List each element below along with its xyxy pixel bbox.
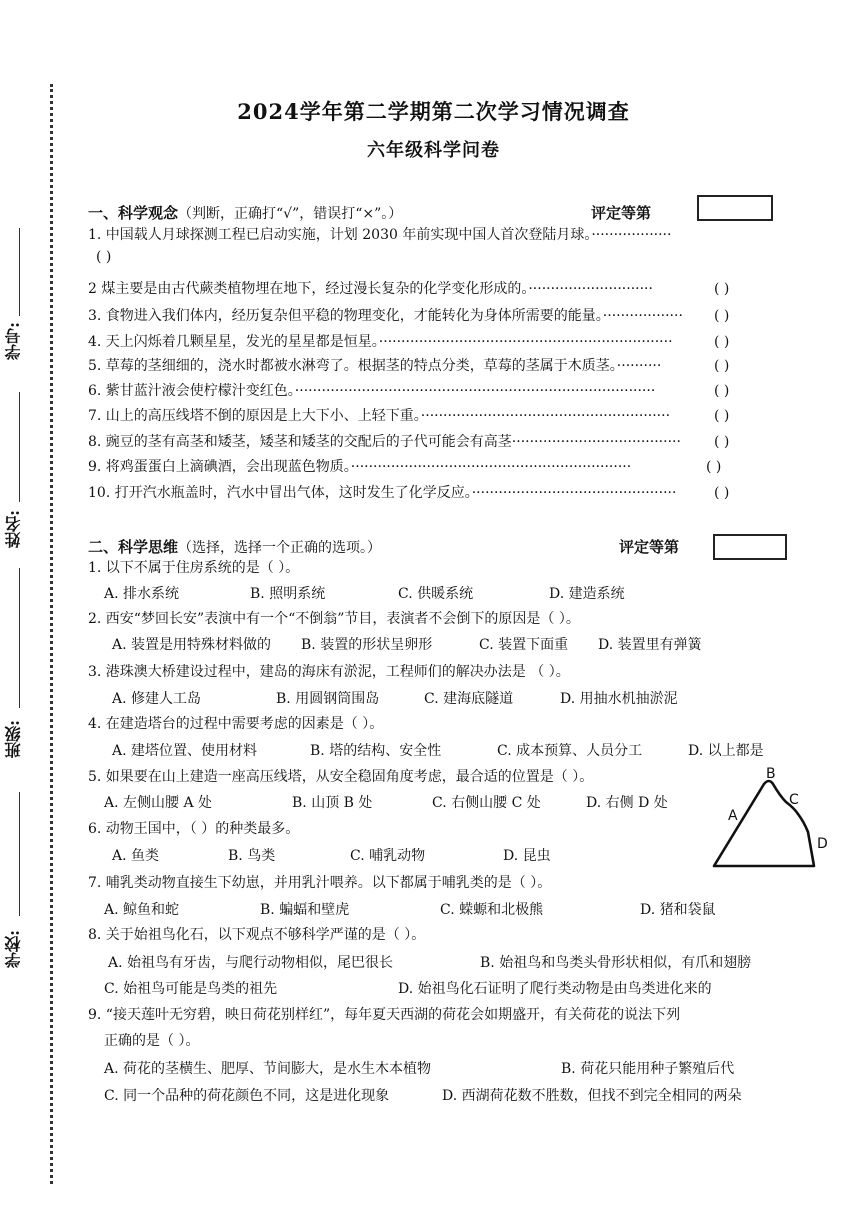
judge-item-3: 3. 食物进入我们体内，经历复杂但平稳的物理变化，才能转化为身体所需要的能量。·················· (88, 308, 683, 324)
q2-option-b[interactable]: B. 装置的形状呈卵形 (301, 637, 433, 653)
q8-option-c[interactable]: C. 始祖鸟可能是鸟类的祖先 (104, 981, 278, 997)
q3-option-d[interactable]: D. 用抽水机抽淤泥 (560, 691, 678, 707)
section2-hint: （选择，选择一个正确的选项。） (178, 540, 382, 556)
seat-number-label: 学号: (4, 322, 23, 360)
choice-question-1: 1. 以下不属于住房系统的是（ ）。 (88, 560, 300, 576)
binding-dotted-line (50, 84, 53, 1184)
judge-answer-7[interactable]: ( ) (714, 408, 730, 424)
school-line (19, 792, 20, 916)
judge-answer-8[interactable]: ( ) (714, 434, 730, 450)
school-label: 学校: (4, 930, 23, 968)
choice-question-3: 3. 港珠澳大桥建设过程中，建岛的海床有淤泥，工程师们的解决办法是 （ ）。 (88, 664, 570, 680)
name-line (19, 392, 20, 502)
section1-heading (88, 202, 402, 223)
judge-answer-6[interactable]: ( ) (714, 383, 730, 399)
choice-question-6: 6. 动物王国中，（ ）的种类最多。 (88, 821, 300, 837)
judge-item-9: 9. 将鸡蛋蛋白上滴碘酒，会出现蓝色物质。······························································· (88, 459, 632, 475)
judge-item-1: 1. 中国载人月球探测工程已启动实施，计划 2030 年前实现中国人首次登陆月球。·················· (88, 227, 672, 243)
exam-title: 2024学年第二学期第二次学习情况调查 (237, 99, 630, 124)
q5-option-c[interactable]: C. 右侧山腰 C 处 (432, 795, 541, 811)
judge-answer-5[interactable]: ( ) (714, 358, 730, 374)
q3-option-b[interactable]: B. 用圆钢筒围岛 (276, 691, 380, 707)
mountain-svg (706, 762, 832, 874)
q9-option-b[interactable]: B. 荷花只能用种子繁殖后代 (561, 1061, 735, 1077)
q1-option-a[interactable]: A. 排水系统 (104, 586, 180, 602)
class-line (19, 568, 20, 708)
q9-option-a[interactable]: A. 荷花的茎横生、肥厚、节间膨大，是水生木本植物 (104, 1061, 432, 1077)
q2-option-a[interactable]: A. 装置是用特殊材料做的 (112, 637, 272, 653)
choice-question-8: 8. 关于始祖鸟化石，以下观点不够科学严谨的是（ ）。 (88, 927, 426, 943)
judge-item-7: 7. 山上的高压线塔不倒的原因是上大下小、上轻下重。························································ (88, 408, 671, 424)
judge-answer-1[interactable]: ( ) (96, 249, 112, 265)
judge-answer-4[interactable]: ( ) (714, 334, 730, 350)
section2-heading (88, 536, 381, 557)
q7-option-b[interactable]: B. 蝙蝠和壁虎 (260, 902, 350, 918)
q8-option-a[interactable]: A. 始祖鸟有牙齿，与爬行动物相似，尾巴很长 (108, 955, 394, 971)
q6-option-b[interactable]: B. 鸟类 (228, 848, 276, 864)
q2-option-d[interactable]: D. 装置里有弹簧 (598, 637, 702, 653)
judge-item-8: 8. 豌豆的茎有高茎和矮茎，矮茎和矮茎的交配后的子代可能会有高茎······································ (88, 434, 681, 450)
q5-option-a[interactable]: A. 左侧山腰 A 处 (104, 795, 213, 811)
q8-option-b[interactable]: B. 始祖鸟和鸟类头骨形状相似，有爪和翅膀 (480, 955, 752, 971)
name-label: 姓名: (4, 510, 23, 548)
q3-option-c[interactable]: C. 建海底隧道 (424, 691, 514, 707)
q5-option-b[interactable]: B. 山顶 B 处 (292, 795, 373, 811)
q1-option-c[interactable]: C. 供暖系统 (398, 586, 474, 602)
q4-option-c[interactable]: C. 成本预算、人员分工 (497, 743, 643, 759)
diagram-label-d: D (817, 836, 828, 852)
q2-option-c[interactable]: C. 装置下面重 (479, 637, 569, 653)
section1-title: 一、科学观念 (88, 204, 179, 222)
choice-question-9-cont: 正确的是（ ）。 (104, 1033, 200, 1049)
q7-option-d[interactable]: D. 猪和袋鼠 (640, 902, 716, 918)
choice-question-5: 5. 如果要在山上建造一座高压线塔，从安全稳固角度考虑，最合适的位置是（ ）。 (88, 769, 594, 785)
mountain-diagram (706, 762, 832, 874)
judge-answer-10[interactable]: ( ) (714, 485, 730, 501)
q6-option-a[interactable]: A. 鱼类 (112, 848, 160, 864)
judge-answer-2[interactable]: ( ) (714, 281, 730, 297)
section1-grade-box[interactable] (697, 195, 773, 221)
choice-question-7: 7. 哺乳类动物直接生下幼崽，并用乳汁喂养。以下都属于哺乳类的是（ ）。 (88, 875, 552, 891)
section2-grade-label: 评定等第 (619, 538, 680, 556)
judge-answer-9[interactable]: ( ) (706, 459, 722, 475)
q6-option-d[interactable]: D. 昆虫 (503, 848, 551, 864)
q9-option-c[interactable]: C. 同一个品种的荷花颜色不同，这是进化现象 (104, 1088, 390, 1104)
judge-item-2: 2 煤主要是由古代蕨类植物埋在地下，经过漫长复杂的化学变化形成的。···························· (88, 281, 653, 297)
q4-option-a[interactable]: A. 建塔位置、使用材料 (112, 743, 258, 759)
q5-option-d[interactable]: D. 右侧 D 处 (586, 795, 668, 811)
section2-title: 二、科学思维 (88, 538, 179, 556)
class-label: 班级: (4, 720, 23, 758)
section1-hint: （判断，正确打“√”，错误打“×”。） (178, 206, 403, 222)
q1-option-b[interactable]: B. 照明系统 (250, 586, 326, 602)
judge-item-10: 10. 打开汽水瓶盖时，汽水中冒出气体，这时发生了化学反应。·············································· (88, 485, 677, 501)
diagram-label-a: A (728, 808, 738, 824)
seat-number-line (19, 228, 20, 316)
choice-question-9: 9. “接天莲叶无穷碧，映日荷花别样红”，每年夏天西湖的荷花会如期盛开，有关荷花的说法下列 (88, 1007, 681, 1023)
q4-option-b[interactable]: B. 塔的结构、安全性 (310, 743, 442, 759)
diagram-label-c: C (789, 792, 799, 808)
choice-question-2: 2. 西安“梦回长安”表演中有一个“不倒翁”节目，表演者不会倒下的原因是（ ）。 (88, 611, 580, 627)
diagram-label-b: B (766, 766, 776, 782)
q8-option-d[interactable]: D. 始祖鸟化石证明了爬行类动物是由鸟类进化来的 (398, 981, 712, 997)
q7-option-a[interactable]: A. 鲸鱼和蛇 (104, 902, 180, 918)
q6-option-c[interactable]: C. 哺乳动物 (350, 848, 426, 864)
judge-item-6: 6. 紫甘蓝汁液会使柠檬汁变红色。················································································· (88, 383, 656, 399)
section1-grade-label: 评定等第 (591, 204, 652, 222)
q9-option-d[interactable]: D. 西湖荷花数不胜数，但找不到完全相同的两朵 (442, 1088, 742, 1104)
q1-option-d[interactable]: D. 建造系统 (549, 586, 625, 602)
judge-item-4: 4. 天上闪烁着几颗星星，发光的星星都是恒星。·································································· (88, 334, 673, 350)
section2-grade-box[interactable] (713, 534, 787, 560)
choice-question-4: 4. 在建造塔台的过程中需要考虑的因素是（ ）。 (88, 716, 384, 732)
q4-option-d[interactable]: D. 以上都是 (688, 743, 764, 759)
q7-option-c[interactable]: C. 蝾螈和北极熊 (440, 902, 544, 918)
q3-option-a[interactable]: A. 修建人工岛 (112, 691, 202, 707)
judge-answer-3[interactable]: ( ) (714, 308, 730, 324)
judge-item-5: 5. 草莓的茎细细的，浇水时都被水淋弯了。根据茎的特点分类，草莓的茎属于木质茎。·········· (88, 358, 662, 374)
exam-subtitle: 六年级科学问卷 (367, 140, 500, 161)
